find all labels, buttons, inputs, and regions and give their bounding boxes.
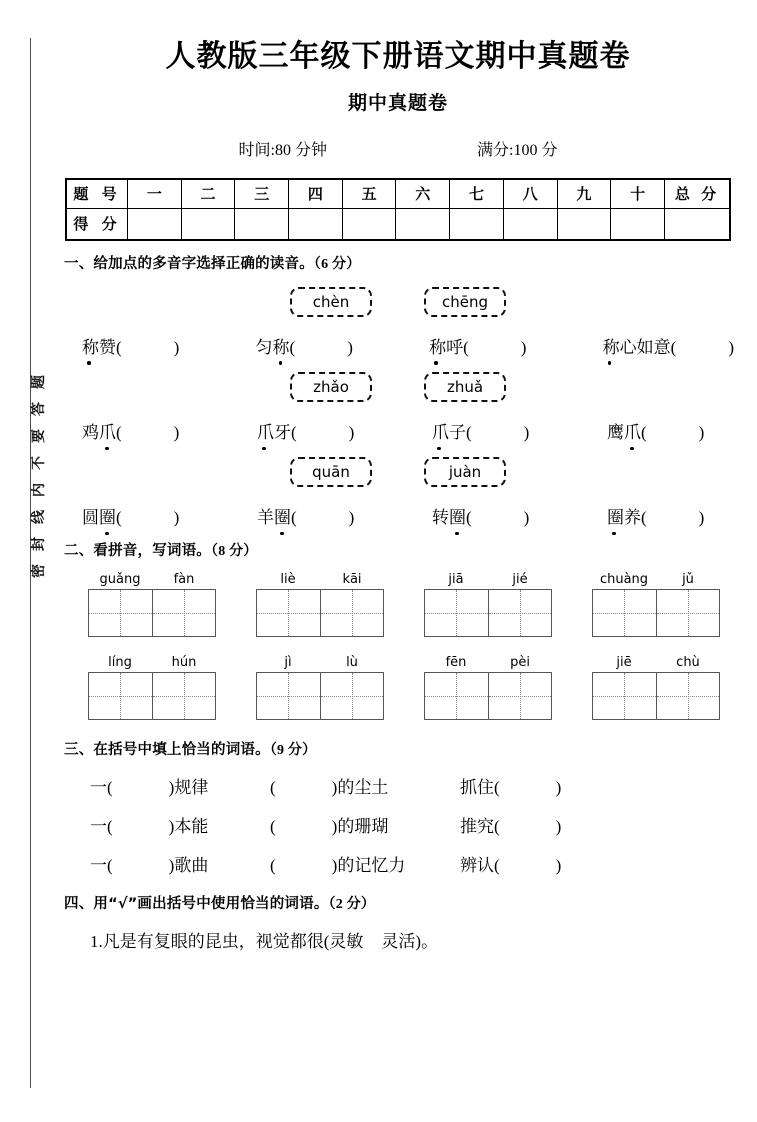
pinyin-option[interactable]: zhuǎ <box>424 372 506 402</box>
pinyin-writing-row-2 <box>62 655 734 720</box>
tianzige-cell[interactable] <box>89 590 152 636</box>
fill-item[interactable] <box>90 812 270 837</box>
score-input-cell[interactable] <box>289 208 343 240</box>
pinyin-label <box>424 655 552 670</box>
fill-post: ) <box>555 856 562 876</box>
fill-post: ) <box>555 778 562 798</box>
section-heading-3 <box>64 738 734 759</box>
pinyin-writing-group <box>592 572 720 637</box>
score-table-header-cell: 二 <box>181 179 235 209</box>
score-input-cell[interactable] <box>450 208 504 240</box>
word-close: ) <box>728 337 734 357</box>
pinyin-syllable: liè <box>280 572 296 588</box>
tianzige-box[interactable] <box>424 589 552 637</box>
emphasis-dot-icon <box>280 532 284 536</box>
score-table-header-cell: 四 <box>289 179 343 209</box>
pinyin-syllable: jiā <box>448 572 464 588</box>
fill-pre: 一( <box>90 817 113 837</box>
tianzige-cell[interactable] <box>89 673 152 719</box>
tianzige-cell[interactable] <box>152 673 216 719</box>
fill-item[interactable] <box>90 851 270 876</box>
word-text: 称心如意( <box>602 337 677 357</box>
pinyin-label <box>592 655 720 670</box>
emphasis-dot-icon <box>437 447 441 451</box>
word-close: ) <box>523 423 530 442</box>
emphasis-dot-icon <box>455 532 459 536</box>
word-text: 鹰爪( <box>607 423 647 442</box>
table-row <box>66 179 730 209</box>
section-4-title: 四、用“√”画出括号中使用恰当的词语。 <box>64 896 329 913</box>
pinyin-choice-group-1 <box>62 287 734 317</box>
fill-item[interactable] <box>270 851 460 876</box>
tianzige-box[interactable] <box>88 672 216 720</box>
word-close: ) <box>698 508 705 528</box>
pinyin-option[interactable]: quān <box>290 457 372 487</box>
fill-item[interactable] <box>90 773 270 798</box>
tianzige-cell[interactable] <box>656 590 720 636</box>
table-row <box>66 208 730 240</box>
section-3-points: （9 分） <box>269 743 317 759</box>
word-item[interactable] <box>432 503 607 528</box>
section-heading-1 <box>64 252 734 273</box>
word-text: 羊圈( <box>257 508 297 528</box>
score-input-cell[interactable] <box>396 208 450 240</box>
tianzige-cell[interactable] <box>320 673 384 719</box>
tianzige-box[interactable] <box>256 589 384 637</box>
fill-item[interactable] <box>460 773 650 798</box>
emphasis-dot-icon <box>105 532 109 536</box>
emphasis-dot-icon <box>608 361 612 365</box>
question-text: 凡是有复眼的昆虫，视觉都很( <box>102 932 330 952</box>
pinyin-syllable: chù <box>676 655 700 671</box>
tianzige-cell[interactable] <box>488 590 552 636</box>
tianzige-cell[interactable] <box>656 673 720 719</box>
emphasis-dot-icon <box>87 361 91 365</box>
tianzige-box[interactable] <box>592 672 720 720</box>
pinyin-writing-group <box>592 655 720 720</box>
pinyin-label <box>424 572 552 587</box>
fill-post: )规律 <box>168 778 209 798</box>
fill-row <box>62 851 734 876</box>
pinyin-writing-group <box>424 572 552 637</box>
score-input-cell[interactable] <box>128 208 182 240</box>
word-text: 转圈( <box>432 508 472 528</box>
emphasis-dot-icon <box>262 447 266 451</box>
word-item[interactable] <box>82 418 257 443</box>
tianzige-cell[interactable] <box>425 673 488 719</box>
word-text: 爪子( <box>432 423 472 442</box>
pinyin-syllable: fēn <box>445 655 467 671</box>
pinyin-label <box>88 655 216 670</box>
word-close: ) <box>173 337 180 357</box>
fill-post: )的记忆力 <box>331 856 406 876</box>
word-text: 圆圈( <box>82 508 122 528</box>
word-item[interactable] <box>432 418 607 443</box>
option-word[interactable]: 灵敏 <box>329 932 364 952</box>
exam-info <box>62 137 734 160</box>
pinyin-label <box>256 655 384 670</box>
fill-pre: ( <box>270 856 276 876</box>
word-close: ) <box>347 337 353 357</box>
word-row-1 <box>62 333 734 358</box>
pinyin-choice-group-3 <box>62 457 734 487</box>
score-table-row-label: 得 分 <box>66 208 128 240</box>
fill-post: )本能 <box>168 817 209 837</box>
pinyin-syllable: chuàng <box>599 572 649 588</box>
section-heading-4 <box>64 892 734 913</box>
pinyin-option[interactable]: juàn <box>424 457 506 487</box>
score-input-cell-total[interactable] <box>665 208 731 240</box>
seal-line-text: 密封线内不要答题 <box>31 362 47 578</box>
word-close: ) <box>348 508 355 528</box>
pinyin-option[interactable]: chèn <box>290 287 372 317</box>
tianzige-cell[interactable] <box>593 590 656 636</box>
fill-item[interactable] <box>460 812 650 837</box>
fill-pre: 推究( <box>460 817 500 837</box>
tianzige-cell[interactable] <box>257 590 320 636</box>
pinyin-syllable: kāi <box>342 572 362 588</box>
score-table-header-cell: 八 <box>503 179 557 209</box>
fill-row <box>62 773 734 798</box>
score-input-cell[interactable] <box>342 208 396 240</box>
score-table-header-cell: 一 <box>128 179 182 209</box>
emphasis-dot-icon <box>612 532 616 536</box>
pinyin-writing-group <box>424 655 552 720</box>
score-table-header-cell: 五 <box>342 179 396 209</box>
score-input-cell[interactable] <box>503 208 557 240</box>
word-text: 称赞( <box>82 337 122 357</box>
fill-post: )歌曲 <box>168 856 209 876</box>
section-2-points: （8 分） <box>211 544 258 560</box>
word-item[interactable] <box>256 333 430 358</box>
word-row-3 <box>62 503 734 528</box>
word-close: ) <box>173 423 180 442</box>
pinyin-option[interactable]: zhǎo <box>290 372 372 402</box>
emphasis-dot-icon <box>279 361 283 365</box>
section-2-title: 二、看拼音，写词语。 <box>64 543 211 560</box>
score-table <box>65 178 731 241</box>
pinyin-syllable: jì <box>284 655 292 671</box>
pinyin-label <box>592 572 720 587</box>
word-item[interactable] <box>82 503 257 528</box>
page-title: 人教版三年级下册语文期中真题卷 <box>165 39 631 74</box>
word-close: ) <box>523 508 530 528</box>
tianzige-cell[interactable] <box>152 590 216 636</box>
emphasis-dot-icon <box>105 447 109 451</box>
tianzige-cell[interactable] <box>425 590 488 636</box>
tianzige-cell[interactable] <box>257 673 320 719</box>
score-table-total-header: 总 分 <box>665 179 731 209</box>
score-table-header-cell: 三 <box>235 179 289 209</box>
score-input-cell[interactable] <box>611 208 665 240</box>
tianzige-cell[interactable] <box>593 673 656 719</box>
word-row-2 <box>62 418 734 443</box>
score-table-row-label: 题 号 <box>66 179 128 209</box>
page-subtitle: 期中真题卷 <box>347 91 448 114</box>
fill-post: ) <box>555 817 562 837</box>
score-table-header-cell: 九 <box>557 179 611 209</box>
word-item[interactable] <box>603 333 734 358</box>
fill-item[interactable] <box>270 773 460 798</box>
section-1-points: （6 分） <box>313 256 361 272</box>
fill-pre: 辨认( <box>460 856 500 876</box>
word-close: ) <box>698 423 705 442</box>
pinyin-writing-group <box>256 572 384 637</box>
emphasis-dot-icon <box>434 361 438 365</box>
tianzige-box[interactable] <box>88 589 216 637</box>
fill-pre: ( <box>270 778 276 798</box>
tianzige-cell[interactable] <box>320 590 384 636</box>
pinyin-syllable: jiē <box>616 655 632 671</box>
fill-pre: ( <box>270 817 276 837</box>
fill-item[interactable] <box>460 851 650 876</box>
question-text-end: )。 <box>415 932 439 952</box>
pinyin-option[interactable]: chēng <box>424 287 506 317</box>
word-item[interactable] <box>607 418 704 443</box>
tianzige-box[interactable] <box>592 589 720 637</box>
section-1-title: 一、给加点的多音字选择正确的读音。 <box>64 255 314 272</box>
tianzige-cell[interactable] <box>488 673 552 719</box>
fill-item[interactable] <box>270 812 460 837</box>
word-item[interactable] <box>257 503 432 528</box>
word-close: ) <box>520 337 527 357</box>
question-number: 1. <box>90 932 103 952</box>
word-close: ) <box>348 423 355 442</box>
fill-post: )的珊瑚 <box>331 817 389 837</box>
fill-pre: 一( <box>90 778 113 798</box>
pinyin-writing-row-1 <box>62 572 734 637</box>
score-table-header-cell: 六 <box>396 179 450 209</box>
score-table-header-cell: 十 <box>611 179 665 209</box>
section-3-title: 三、在括号中填上恰当的词语。 <box>64 742 270 759</box>
pinyin-syllable: líng <box>108 655 132 671</box>
pinyin-syllable: jié <box>512 572 528 588</box>
score-input-cell[interactable] <box>235 208 289 240</box>
pinyin-syllable: jǔ <box>682 572 694 588</box>
section-4-points: （2 分） <box>328 897 376 913</box>
word-item[interactable] <box>82 333 256 358</box>
exam-page <box>62 0 734 1122</box>
word-close: ) <box>173 508 180 528</box>
word-item[interactable] <box>607 503 704 528</box>
pinyin-syllable: fàn <box>173 572 195 588</box>
word-item[interactable] <box>429 333 603 358</box>
pinyin-label <box>88 572 216 587</box>
pinyin-label <box>256 572 384 587</box>
tianzige-box[interactable] <box>424 672 552 720</box>
pinyin-writing-group <box>88 655 216 720</box>
word-text: 鸡爪( <box>82 423 122 442</box>
pinyin-syllable: lù <box>346 655 358 671</box>
pinyin-writing-group <box>256 655 384 720</box>
fill-post: )的尘土 <box>331 778 389 798</box>
exam-total-score: 满分:100 分 <box>477 141 558 159</box>
word-text: 称呼( <box>429 337 469 357</box>
pinyin-choice-group-2 <box>62 372 734 402</box>
section-heading-2 <box>64 539 734 560</box>
question-item[interactable] <box>62 927 734 952</box>
score-table-header-cell: 七 <box>450 179 504 209</box>
word-text: 圈养( <box>607 508 647 528</box>
pinyin-syllable: pèi <box>510 655 530 671</box>
option-word[interactable]: 灵活 <box>381 932 416 952</box>
fill-pre: 抓住( <box>460 778 500 798</box>
pinyin-syllable: guǎng <box>99 572 141 588</box>
score-input-cell[interactable] <box>557 208 611 240</box>
exam-time: 时间:80 分钟 <box>238 141 327 159</box>
pinyin-writing-group <box>88 572 216 637</box>
word-text: 爪牙( <box>257 423 297 442</box>
score-input-cell[interactable] <box>181 208 235 240</box>
fill-pre: 一( <box>90 856 113 876</box>
tianzige-box[interactable] <box>256 672 384 720</box>
fill-row <box>62 812 734 837</box>
pinyin-syllable: hún <box>171 655 197 671</box>
emphasis-dot-icon <box>630 447 634 451</box>
word-item[interactable] <box>257 418 432 443</box>
word-text: 匀称( <box>255 337 296 357</box>
